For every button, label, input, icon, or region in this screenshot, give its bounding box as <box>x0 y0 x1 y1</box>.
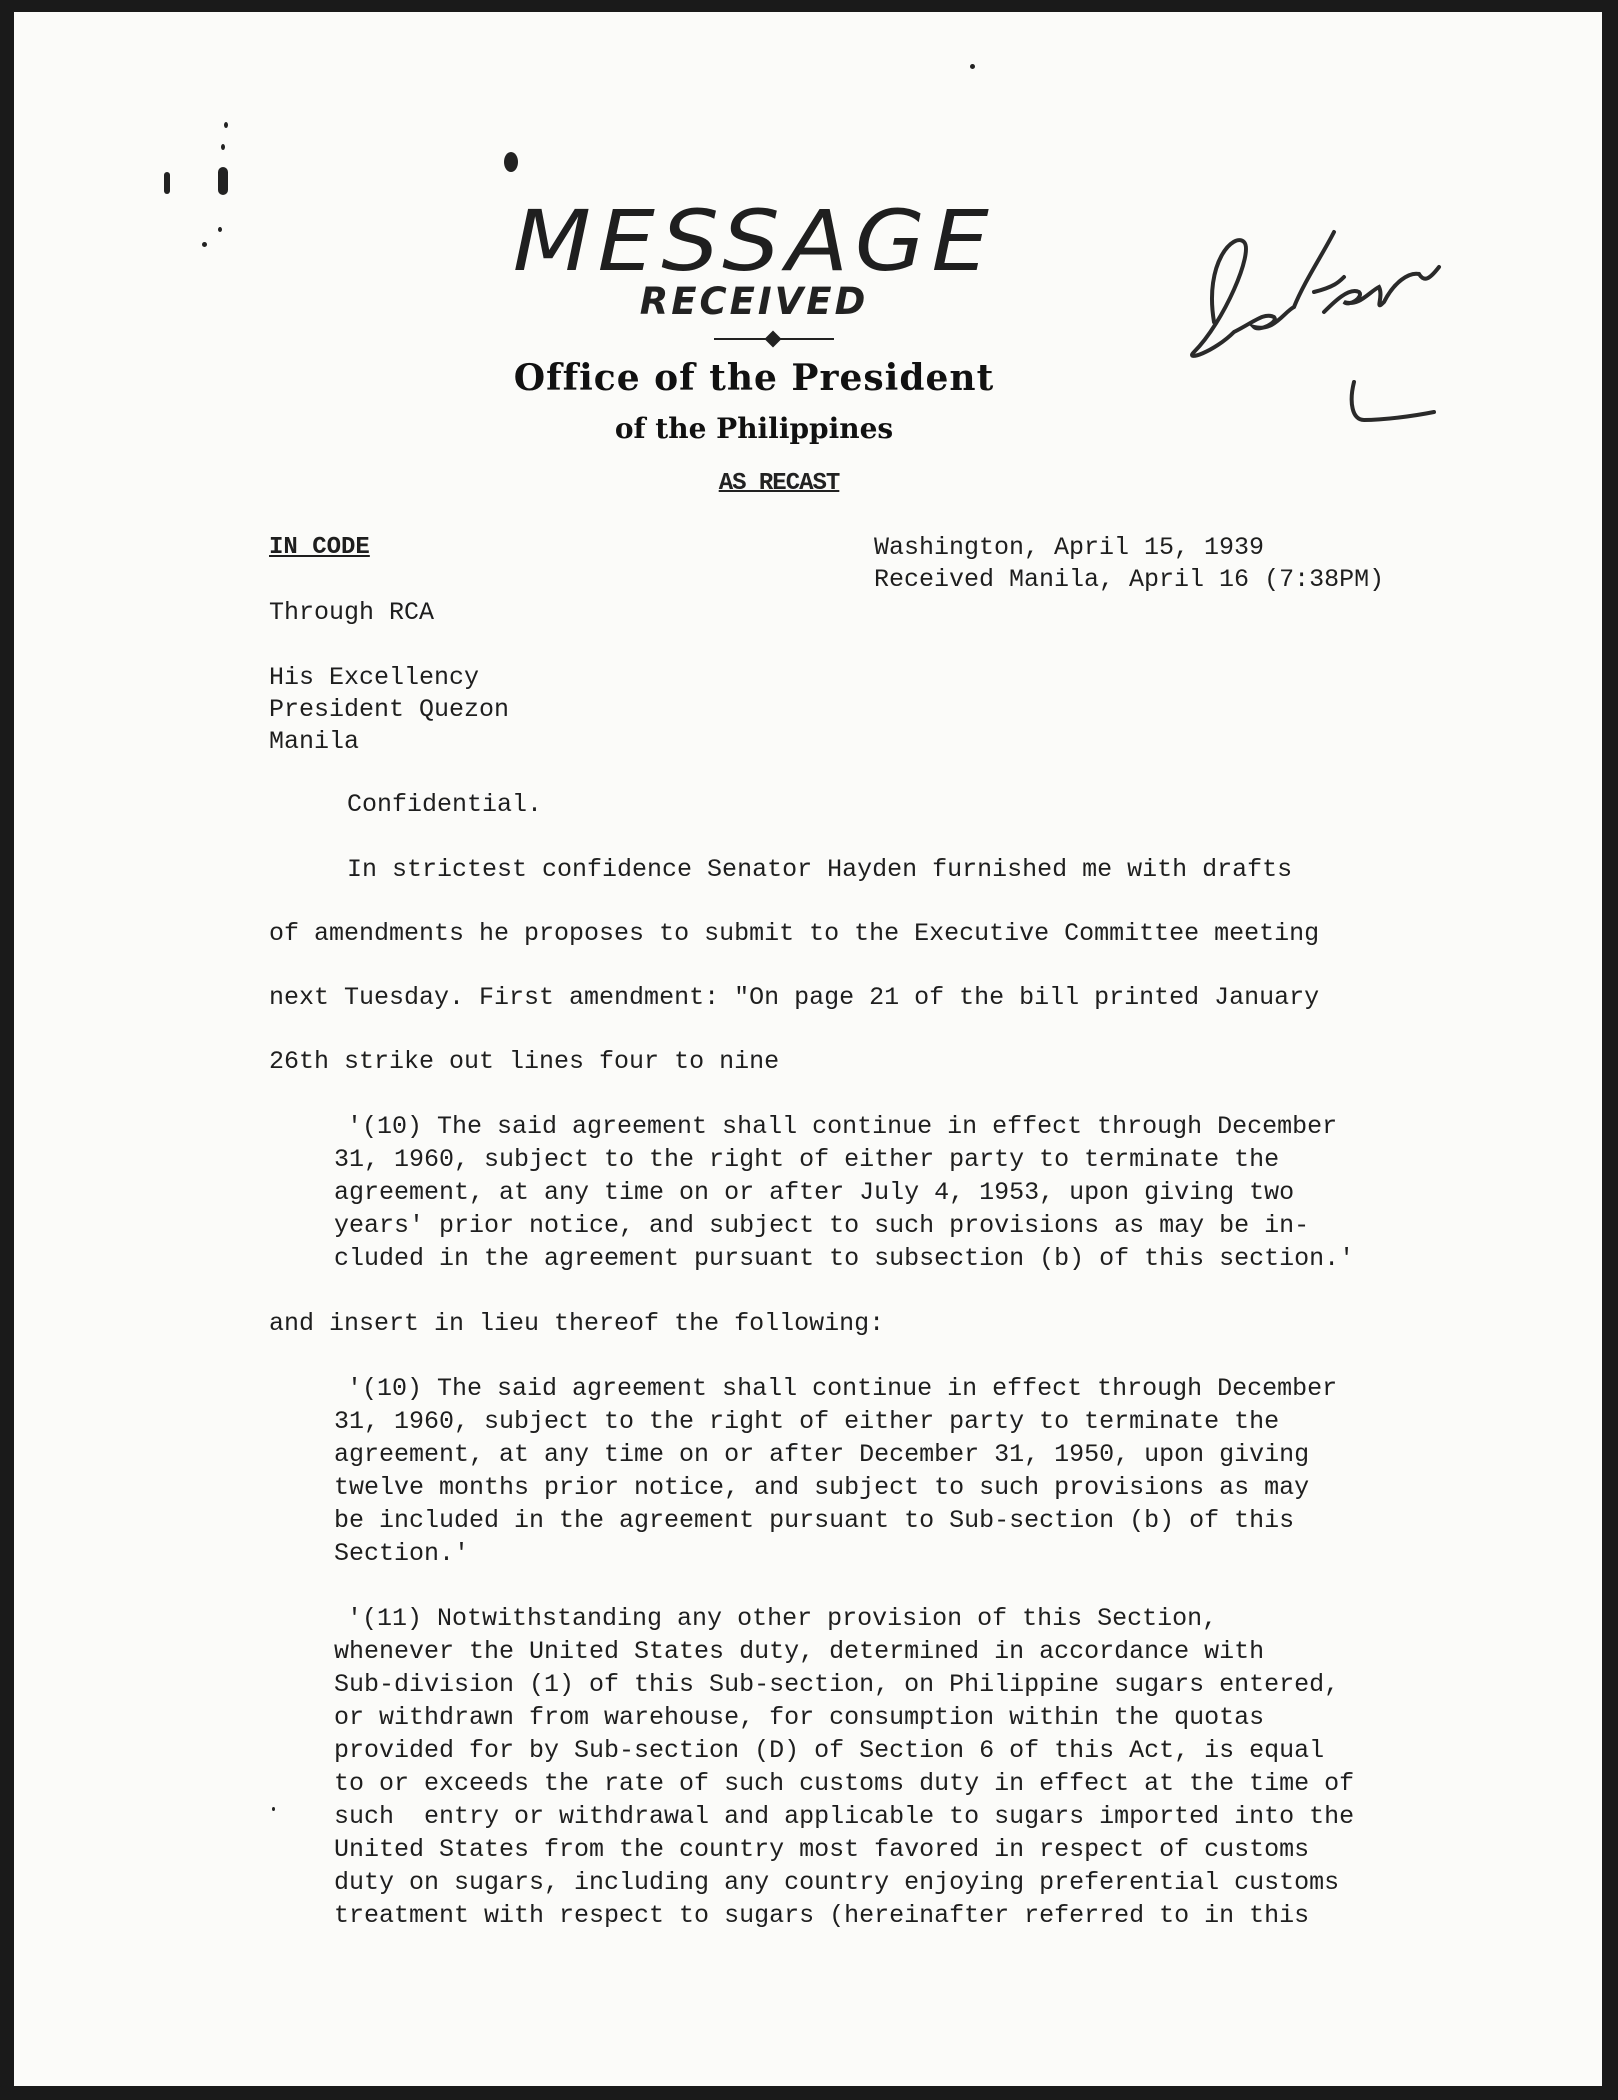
body-line: next Tuesday. First amendment: "On page 21 of the bill printed January <box>269 983 1320 1012</box>
quote-line: '(10) The said agreement shall continue in effect through December <box>347 1374 1338 1403</box>
quote-line: years' prior notice, and subject to such provisions as may be in- <box>334 1211 1310 1240</box>
masthead-office: Office of the President <box>513 357 995 399</box>
masthead-country: of the Philippines <box>614 412 894 445</box>
quote-line: such entry or withdrawal and applicable to sugars imported into the <box>334 1802 1355 1831</box>
masthead-title: MESSAGE <box>512 192 996 290</box>
quote-line: agreement, at any time on or after December 31, 1950, upon giving <box>334 1440 1310 1469</box>
body-line: In strictest confidence Senator Hayden furnished me with drafts <box>347 855 1293 884</box>
handwritten-defer-note <box>1174 202 1494 442</box>
quote-line: whenever the United States duty, determined in accordance with <box>334 1637 1265 1666</box>
quote-line: '(10) The said agreement shall continue in effect through December <box>347 1112 1338 1141</box>
quote-line: '(11) Notwithstanding any other provision of this Section, <box>347 1604 1218 1633</box>
quote-line: to or exceeds the rate of such customs duty in effect at the time of <box>334 1769 1355 1798</box>
address-line: His Excellency <box>269 663 480 692</box>
quote-line: Sub-division (1) of this Sub-section, on Philippine sugars entered, <box>334 1670 1340 1699</box>
masthead-divider-ornament <box>765 331 782 348</box>
quote-line: be included in the agreement pursuant to Sub-section (b) of this <box>334 1506 1295 1535</box>
masthead-subtitle: RECEIVED <box>639 280 869 323</box>
quote-line: twelve months prior notice, and subject to such provisions as may <box>334 1473 1310 1502</box>
quote-line: treatment with respect to sugars (hereinafter referred to in this <box>334 1901 1310 1930</box>
recast-label: AS RECAST <box>718 470 840 497</box>
routing: Through RCA <box>269 598 435 627</box>
address-line: President Quezon <box>269 695 510 724</box>
quote-line: or withdrawn from warehouse, for consumption within the quotas <box>334 1703 1265 1732</box>
body-line: 26th strike out lines four to nine <box>269 1047 780 1076</box>
quote-line: cluded in the agreement pursuant to subsection (b) of this section.' <box>334 1244 1355 1273</box>
quote-line: United States from the country most favored in respect of customs <box>334 1835 1310 1864</box>
address-block <box>269 662 509 758</box>
quote-line: 31, 1960, subject to the right of either party to terminate the <box>334 1145 1280 1174</box>
classification: IN CODE <box>269 534 370 561</box>
quote-line: agreement, at any time on or after July 4, 1953, upon giving two <box>334 1178 1295 1207</box>
quote-line: 31, 1960, subject to the right of either party to terminate the <box>334 1407 1280 1436</box>
body-line: of amendments he proposes to submit to the Executive Committee meeting <box>269 919 1320 948</box>
received-line: Received Manila, April 16 (7:38PM) <box>874 565 1385 594</box>
address-line: Manila <box>269 727 360 756</box>
document-page <box>14 12 1602 2086</box>
quote-line: duty on sugars, including any country enjoying preferential customs <box>334 1868 1340 1897</box>
confidential-label: Confidential. <box>347 790 543 819</box>
quote-line: Section.' <box>334 1539 470 1568</box>
quote-line: provided for by Sub-section (D) of Section 6 of this Act, is equal <box>334 1736 1325 1765</box>
dateline: Washington, April 15, 1939 <box>874 533 1265 562</box>
body-line: and insert in lieu thereof the following: <box>269 1309 885 1338</box>
